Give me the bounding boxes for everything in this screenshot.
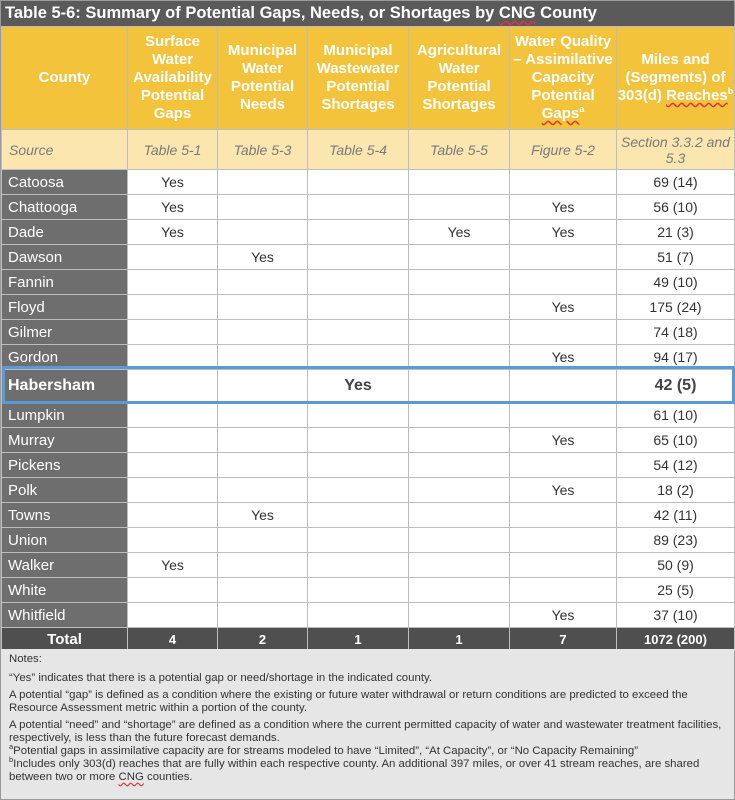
cell-water-quality [510, 370, 617, 403]
cell-surface-water [128, 270, 218, 295]
table-row [2, 553, 735, 578]
table-row [2, 428, 735, 453]
cell-municipal-wastewater [308, 345, 409, 370]
note-yes: “Yes” indicates that there is a potential gap or need/shortage in the indicated county. [9, 672, 432, 684]
cell-municipal-water [218, 195, 308, 220]
cell-agricultural-water [409, 295, 510, 320]
cell-surface-water: Yes [128, 170, 218, 195]
table-title-cng: CNG [498, 4, 536, 22]
cell-agricultural-water [409, 478, 510, 503]
header-miles-reaches: Reaches [666, 87, 728, 104]
source-surface-water: Table 5-1 [128, 130, 218, 170]
cell-county: Murray [2, 428, 128, 453]
total-miles-segments: 1072 (200) [617, 628, 735, 652]
cell-county: Chattooga [2, 195, 128, 220]
header-water-quality [510, 27, 617, 130]
table-row [2, 245, 735, 270]
cell-agricultural-water [409, 428, 510, 453]
cell-municipal-water [218, 170, 308, 195]
cell-miles-segments: 94 (17) [617, 345, 735, 370]
source-agricultural-water: Table 5-5 [409, 130, 510, 170]
cell-surface-water [128, 478, 218, 503]
total-label: Total [2, 628, 128, 652]
table-row [2, 170, 735, 195]
cell-county: Habersham [2, 370, 128, 403]
footnote-b-marker: b [9, 755, 14, 765]
cell-county: Fannin [2, 270, 128, 295]
table-row [2, 528, 735, 553]
cell-municipal-water [218, 370, 308, 403]
header-miles-main: Miles and (Segments) of 303(d) [617, 51, 726, 104]
note-gap: A potential “gap” is defined as a condition where the existing or future water withdrawal or return conditions are predicted to exceed the Resource Assessment metric within a portion of the county. [9, 689, 688, 714]
cell-water-quality [510, 453, 617, 478]
table-row [2, 345, 735, 370]
source-municipal-water: Table 5-3 [218, 130, 308, 170]
cell-miles-segments: 50 (9) [617, 553, 735, 578]
cell-miles-segments: 65 (10) [617, 428, 735, 453]
cell-surface-water [128, 428, 218, 453]
cell-municipal-wastewater [308, 453, 409, 478]
header-miles-segments [617, 27, 735, 130]
table-row [2, 220, 735, 245]
cell-county: Gilmer [2, 320, 128, 345]
cell-water-quality [510, 503, 617, 528]
table-row [2, 195, 735, 220]
notes-section [1, 649, 734, 799]
cell-county: Towns [2, 503, 128, 528]
header-county: County [2, 27, 128, 130]
header-water-quality-gaps: Gaps [541, 105, 580, 122]
footnote-a-text: Potential gaps in assimilative capacity are for streams modeled to have “Limited”, “At Capacity”, or “No Capacity Remaining” [13, 745, 639, 757]
cell-municipal-wastewater [308, 195, 409, 220]
total-agricultural-water: 1 [409, 628, 510, 652]
source-water-quality: Figure 5-2 [510, 130, 617, 170]
header-municipal-water: Municipal Water Potential Needs [218, 27, 308, 130]
table-row [2, 370, 735, 403]
cell-municipal-wastewater [308, 220, 409, 245]
total-municipal-water: 2 [218, 628, 308, 652]
total-surface-water: 4 [128, 628, 218, 652]
footnote-b-text: Includes only 303(d) reaches that are fully within each respective county. An additional 397 miles, or over 41 stream reaches, are shared between two or more [9, 758, 700, 783]
cell-municipal-water [218, 428, 308, 453]
source-label: Source [2, 130, 128, 170]
cell-surface-water [128, 345, 218, 370]
table-row [2, 453, 735, 478]
cell-agricultural-water [409, 553, 510, 578]
cell-municipal-water: Yes [218, 245, 308, 270]
cell-municipal-water [218, 320, 308, 345]
cell-water-quality [510, 528, 617, 553]
cell-water-quality: Yes [510, 478, 617, 503]
footnote-b-cng: CNG [118, 771, 144, 783]
cell-surface-water [128, 403, 218, 428]
header-row [2, 27, 735, 130]
cell-municipal-water [218, 578, 308, 603]
cell-municipal-water: Yes [218, 503, 308, 528]
cell-municipal-wastewater [308, 478, 409, 503]
cell-miles-segments: 49 (10) [617, 270, 735, 295]
cell-county: Whitfield [2, 603, 128, 628]
cell-surface-water [128, 528, 218, 553]
table-row [2, 503, 735, 528]
note-need: A potential “need” and “shortage” are defined as a condition where the current permitted capacity of water and wastewater treatment facilities, respectively, is less than the future forecast demands. [9, 719, 722, 744]
cell-county: Walker [2, 553, 128, 578]
total-municipal-wastewater: 1 [308, 628, 409, 652]
cell-municipal-water [218, 603, 308, 628]
cell-water-quality: Yes [510, 428, 617, 453]
cell-county: Floyd [2, 295, 128, 320]
cell-agricultural-water [409, 320, 510, 345]
cell-water-quality: Yes [510, 220, 617, 245]
cell-water-quality [510, 553, 617, 578]
cell-agricultural-water [409, 403, 510, 428]
cell-municipal-water [218, 270, 308, 295]
footnote-b-end: counties. [143, 771, 193, 783]
header-miles-sup: b [727, 86, 734, 96]
cell-municipal-wastewater [308, 603, 409, 628]
cell-municipal-wastewater [308, 428, 409, 453]
cell-surface-water [128, 295, 218, 320]
cell-miles-segments: 56 (10) [617, 195, 735, 220]
header-municipal-wastewater: Municipal Wastewater Potential Shortages [308, 27, 409, 130]
cell-agricultural-water [409, 453, 510, 478]
table-title-suffix: County [535, 4, 597, 22]
cell-agricultural-water [409, 195, 510, 220]
cell-water-quality [510, 170, 617, 195]
cell-municipal-water [218, 528, 308, 553]
source-miles-segments: Section 3.3.2 and 5.3 [617, 130, 735, 170]
cell-miles-segments: 89 (23) [617, 528, 735, 553]
cell-surface-water [128, 503, 218, 528]
cell-miles-segments: 42 (5) [617, 370, 735, 403]
cell-water-quality [510, 245, 617, 270]
cell-water-quality: Yes [510, 345, 617, 370]
cell-agricultural-water [409, 528, 510, 553]
cell-agricultural-water: Yes [409, 220, 510, 245]
cell-miles-segments: 18 (2) [617, 478, 735, 503]
header-water-quality-main: Water Quality – Assimilative Capacity Potential [513, 33, 613, 104]
cell-agricultural-water [409, 170, 510, 195]
cell-municipal-wastewater [308, 503, 409, 528]
cell-miles-segments: 175 (24) [617, 295, 735, 320]
cell-municipal-wastewater [308, 553, 409, 578]
table-row [2, 403, 735, 428]
cell-agricultural-water [409, 578, 510, 603]
cell-municipal-wastewater: Yes [308, 370, 409, 403]
table-row [2, 295, 735, 320]
cell-municipal-water [218, 478, 308, 503]
source-row [2, 130, 735, 170]
cell-miles-segments: 69 (14) [617, 170, 735, 195]
cell-municipal-wastewater [308, 245, 409, 270]
cell-municipal-water [218, 453, 308, 478]
table-title [1, 1, 734, 26]
cell-surface-water: Yes [128, 553, 218, 578]
table-body [2, 170, 735, 628]
table-row [2, 603, 735, 628]
cell-water-quality [510, 270, 617, 295]
cell-surface-water [128, 245, 218, 270]
cell-agricultural-water [409, 245, 510, 270]
cell-surface-water: Yes [128, 195, 218, 220]
cell-miles-segments: 74 (18) [617, 320, 735, 345]
footnote-a [9, 742, 726, 758]
cell-municipal-wastewater [308, 403, 409, 428]
cell-surface-water [128, 320, 218, 345]
cell-county: Dawson [2, 245, 128, 270]
cell-water-quality [510, 403, 617, 428]
cell-miles-segments: 42 (11) [617, 503, 735, 528]
cell-miles-segments: 21 (3) [617, 220, 735, 245]
cell-miles-segments: 25 (5) [617, 578, 735, 603]
cell-municipal-water [218, 403, 308, 428]
cell-surface-water [128, 603, 218, 628]
cell-municipal-water [218, 553, 308, 578]
header-water-quality-sup: a [579, 104, 585, 114]
notes-heading: Notes: [9, 653, 42, 665]
cell-county: Lumpkin [2, 403, 128, 428]
cell-municipal-water [218, 345, 308, 370]
cell-miles-segments: 54 (12) [617, 453, 735, 478]
footnote-a-marker: a [9, 742, 14, 752]
table-title-prefix: Table 5-6: Summary of Potential Gaps, Needs, or Shortages by [5, 4, 499, 22]
total-row [2, 628, 735, 652]
footnote-b [9, 755, 726, 784]
cell-agricultural-water [409, 270, 510, 295]
cell-agricultural-water [409, 503, 510, 528]
cell-county: Catoosa [2, 170, 128, 195]
summary-table [1, 26, 735, 652]
cell-county: Gordon [2, 345, 128, 370]
cell-surface-water: Yes [128, 220, 218, 245]
cell-municipal-wastewater [308, 270, 409, 295]
cell-municipal-water [218, 220, 308, 245]
cell-miles-segments: 61 (10) [617, 403, 735, 428]
cell-county: Pickens [2, 453, 128, 478]
cell-water-quality: Yes [510, 603, 617, 628]
header-agricultural-water: Agricultural Water Potential Shortages [409, 27, 510, 130]
cell-miles-segments: 51 (7) [617, 245, 735, 270]
cell-surface-water [128, 370, 218, 403]
cell-miles-segments: 37 (10) [617, 603, 735, 628]
table-row [2, 478, 735, 503]
cell-water-quality: Yes [510, 195, 617, 220]
cell-water-quality: Yes [510, 295, 617, 320]
cell-surface-water [128, 578, 218, 603]
cell-municipal-wastewater [308, 295, 409, 320]
cell-county: Dade [2, 220, 128, 245]
cell-agricultural-water [409, 370, 510, 403]
header-surface-water: Surface Water Availability Potential Gaps [128, 27, 218, 130]
cell-municipal-wastewater [308, 528, 409, 553]
cell-county: White [2, 578, 128, 603]
cell-municipal-water [218, 295, 308, 320]
cell-agricultural-water [409, 603, 510, 628]
cell-agricultural-water [409, 345, 510, 370]
table-row [2, 320, 735, 345]
cell-county: Polk [2, 478, 128, 503]
source-municipal-wastewater: Table 5-4 [308, 130, 409, 170]
cell-municipal-wastewater [308, 320, 409, 345]
table-row [2, 270, 735, 295]
cell-municipal-wastewater [308, 170, 409, 195]
cell-surface-water [128, 453, 218, 478]
total-water-quality: 7 [510, 628, 617, 652]
cell-water-quality [510, 320, 617, 345]
cell-municipal-wastewater [308, 578, 409, 603]
cell-water-quality [510, 578, 617, 603]
cell-county: Union [2, 528, 128, 553]
table-row [2, 578, 735, 603]
